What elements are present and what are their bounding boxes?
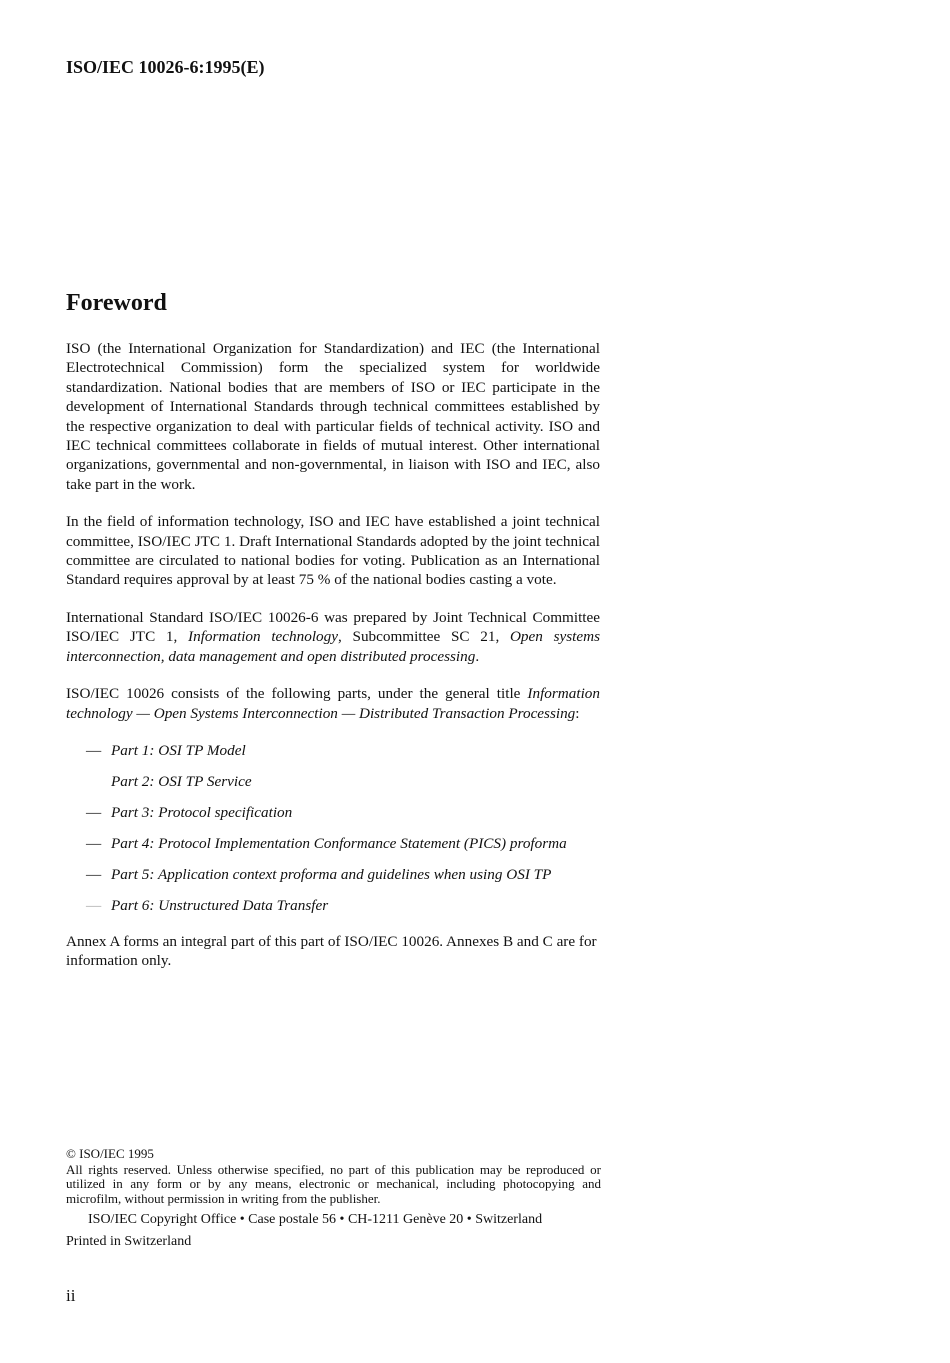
list-item-part-6	[66, 896, 600, 916]
p3-text-a: International Standard ISO/IEC 10026-6 was prepared by Joint Technical Committee ISO/IEC JTC 1,	[66, 608, 600, 646]
list-item-text: Part 3: Protocol specification	[111, 803, 293, 821]
copyright-office-address: ISO/IEC Copyright Office • Case postale 56 • CH-1211 Genève 20 • Switzerland	[88, 1212, 543, 1227]
list-item-part-1	[66, 741, 600, 761]
list-dash: —	[86, 865, 102, 883]
copyright-line: © ISO/IEC 1995	[66, 1146, 154, 1161]
paragraph-parts-intro	[66, 684, 600, 723]
list-item-text: Part 5: Application context proforma and guidelines when using OSI TP	[111, 865, 552, 883]
p4-text-a: ISO/IEC 10026 consists of the following parts, under the general title	[66, 685, 528, 703]
p3-subcommittee-title: Open systems interconnection, data management and open distributed processing	[66, 628, 600, 665]
copyright-notice: All rights reserved. Unless otherwise specified, no part of this publication may be reproduced or utilized in any form or by any means, electronic or mechanical, including photocopying and microfilm, without permission in writing from the publisher.	[66, 1161, 601, 1206]
parts-list	[66, 741, 600, 916]
foreword-body	[66, 339, 600, 989]
p4-text-c: :	[575, 704, 580, 722]
paragraph-organizations: ISO (the International Organization for Standardization) and IEC (the International Electrotechnical Commission) form the specialized system for worldwide standardization. National bodies that are members of ISO or IEC participate in the development of International Standards through technical committees established by the respective organization to deal with particular fields of technical activity. ISO and IEC technical committees collaborate in fields of mutual interest. Other international organizations, governmental and non-governmental, in liaison with ISO and IEC, also take part in the work.	[66, 340, 600, 493]
printed-in: Printed in Switzerland	[66, 1234, 192, 1249]
list-item-part-3	[66, 803, 600, 823]
list-dash: —	[86, 741, 102, 759]
list-item-text: Part 6: Unstructured Data Transfer	[111, 896, 329, 914]
list-item-text: Part 4: Protocol Implementation Conformance Statement (PICS) proforma	[111, 834, 567, 852]
p3-text-c: , Subcommittee SC 21,	[337, 628, 510, 646]
list-dash: —	[86, 772, 102, 790]
list-item-text: Part 2: OSI TP Service	[111, 772, 252, 790]
list-dash: —	[86, 834, 102, 852]
p3-committee-title: Information technology	[188, 628, 338, 646]
document-identifier: ISO/IEC 10026-6:1995(E)	[66, 57, 265, 77]
copyright-block	[66, 1147, 601, 1206]
page-number: ii	[66, 1286, 76, 1305]
page-title: Foreword	[66, 290, 167, 316]
list-item-part-2	[66, 772, 600, 792]
paragraph-jtc1: In the field of information technology, ISO and IEC have established a joint technical committee, ISO/IEC JTC 1. Draft International Standards adopted by the joint technical committee are circulated to national bodies for voting. Publication as an International Standard requires approval by at least 75 % of the national bodies casting a vote.	[66, 513, 600, 589]
list-item-part-5	[66, 865, 600, 885]
paragraph-annexes: Annex A forms an integral part of this part of ISO/IEC 10026. Annexes B and C are for information only.	[66, 932, 597, 970]
list-item-text: Part 1: OSI TP Model	[111, 741, 246, 759]
paragraph-prepared-by	[66, 608, 600, 666]
list-dash: —	[86, 803, 102, 821]
p4-general-title: Information technology — Open Systems Interconnection — Distributed Transaction Processing	[66, 685, 600, 722]
p3-text-e: .	[475, 647, 480, 665]
list-dash: —	[86, 896, 102, 914]
list-item-part-4	[66, 834, 600, 854]
